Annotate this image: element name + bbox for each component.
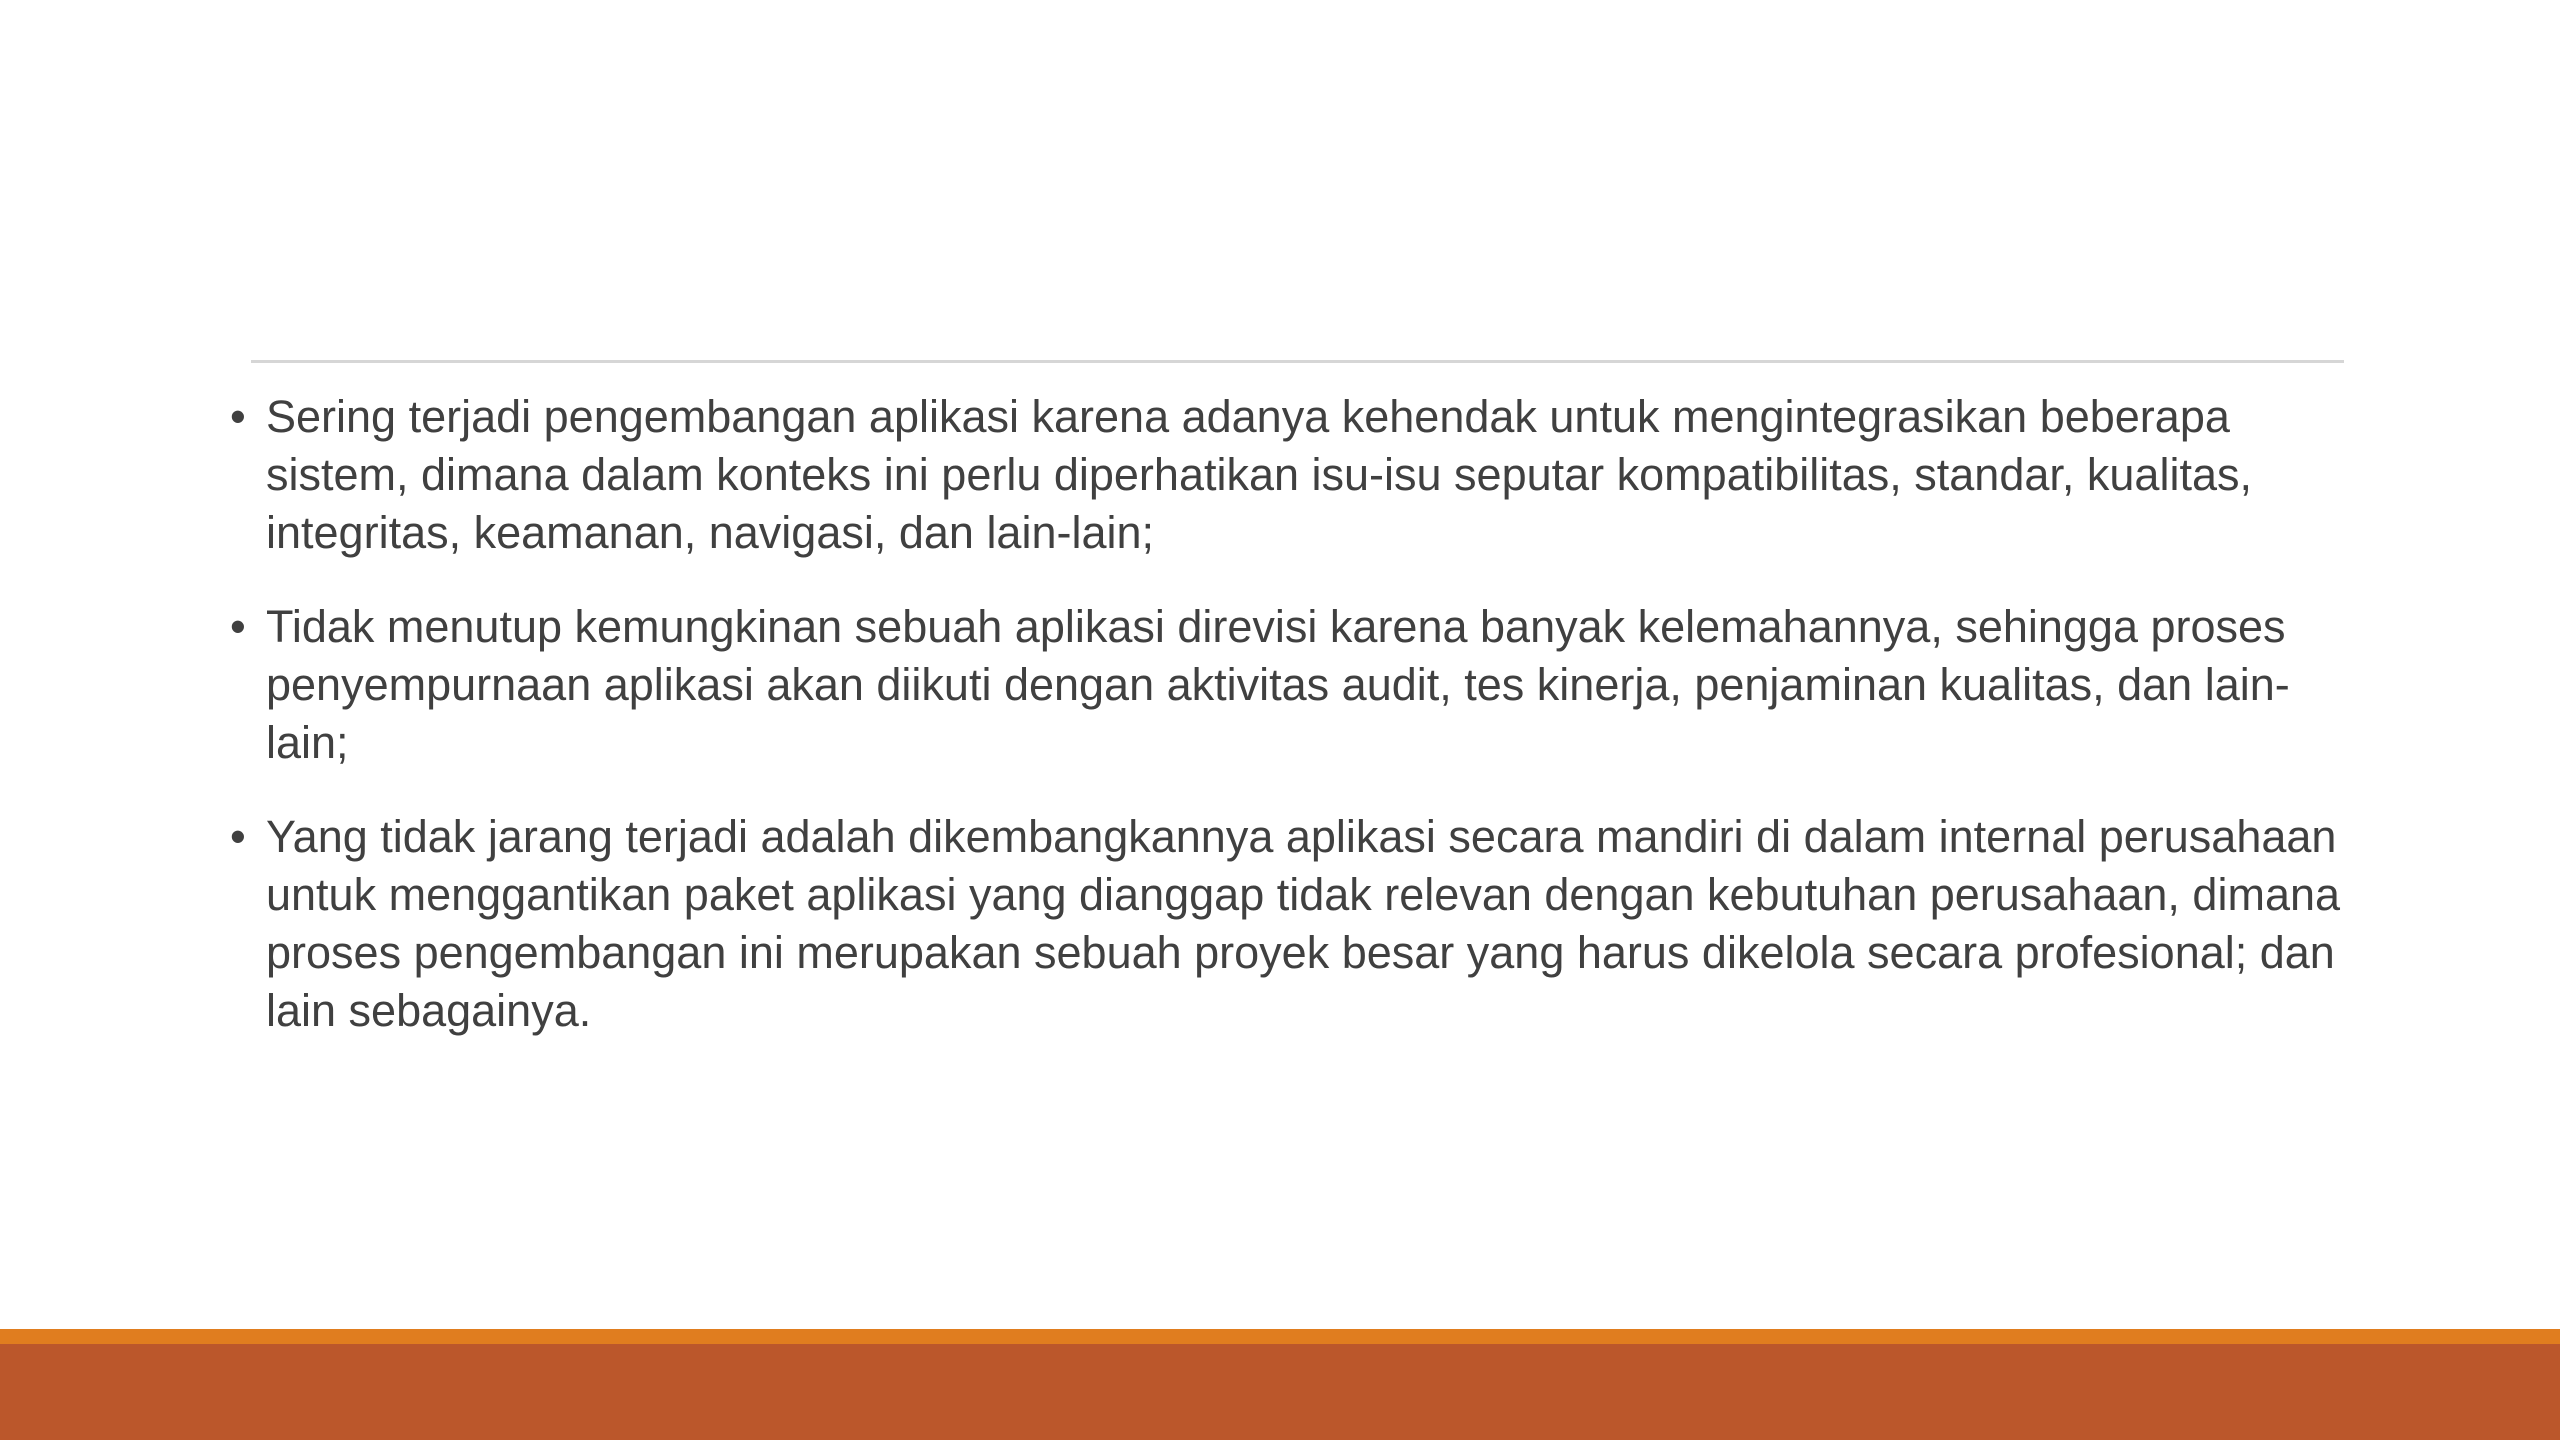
footer-accent-bar-rust [0, 1344, 2560, 1440]
footer-accent-bar-orange [0, 1329, 2560, 1344]
bullet-item [228, 388, 2348, 562]
bullet-dot-icon: • [230, 391, 246, 442]
bullet-dot-icon: • [230, 601, 246, 652]
bullet-list [228, 388, 2348, 1076]
bullet-text: Tidak menutup kemungkinan sebuah aplikasi direvisi karena banyak kelemahannya, sehingga proses penyempurnaan aplikasi akan diikuti dengan aktivitas audit, tes kinerja, penjaminan kualitas, dan lain-lain; [266, 601, 2290, 768]
bullet-text: Sering terjadi pengembangan aplikasi karena adanya kehendak untuk mengintegrasikan beberapa sistem, dimana dalam konteks ini perlu diperhatikan isu-isu seputar kompatibilitas, standar, kualitas, integritas, keamanan, navigasi, dan lain-lain; [266, 391, 2252, 558]
bullet-dot-icon: • [230, 811, 246, 862]
bullet-item [228, 598, 2348, 772]
bullet-item [228, 808, 2348, 1040]
bullet-text: Yang tidak jarang terjadi adalah dikembangkannya aplikasi secara mandiri di dalam internal perusahaan untuk menggantikan paket aplikasi yang dianggap tidak relevan dengan kebutuhan perusahaan, dimana proses pengembangan ini merupakan sebuah proyek besar yang harus dikelola secara profesional; dan lain sebagainya. [266, 811, 2341, 1036]
title-divider [251, 360, 2344, 363]
